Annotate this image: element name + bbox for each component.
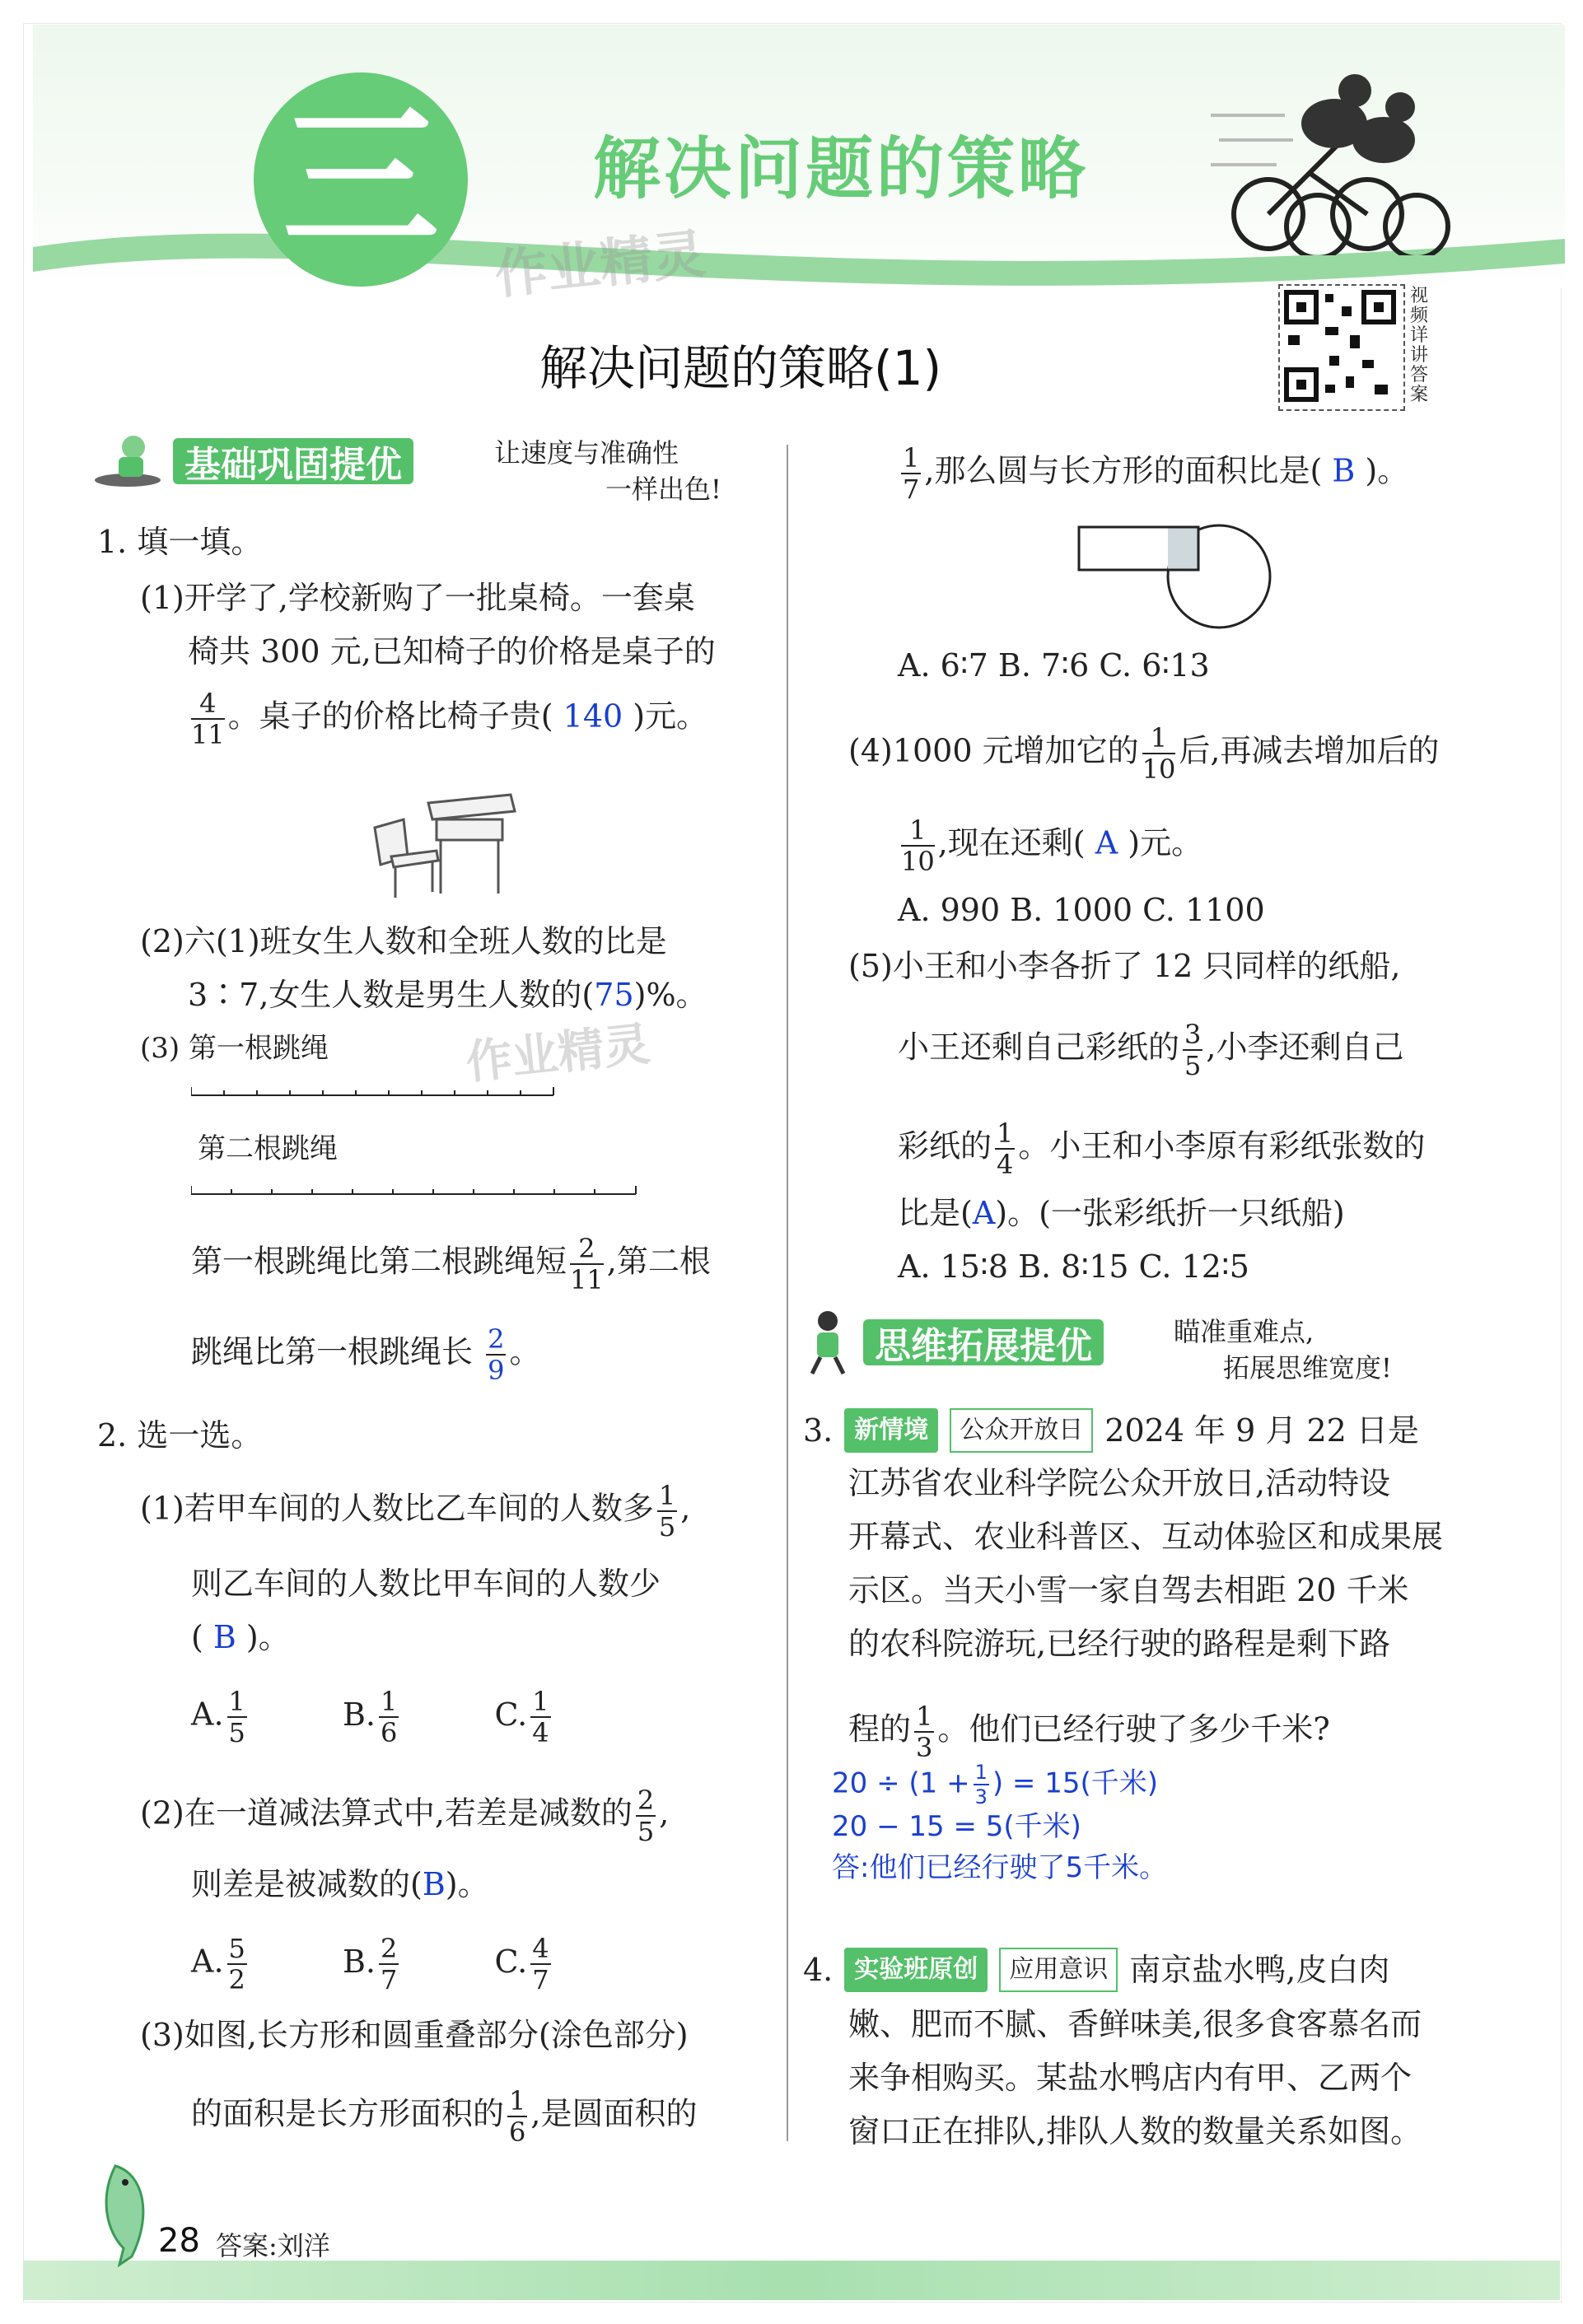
rope1-diagram — [191, 1085, 562, 1102]
section-note-line: 一样出色! — [605, 474, 721, 505]
section-note-line: 瞄准重难点, — [1174, 1316, 1314, 1347]
section-header-extend — [799, 1309, 1104, 1375]
q1-p1-line3: $\frac{4}{11}$ 。桌子的价格比椅子贵( 140 )元。 — [191, 688, 708, 750]
q4-line1: 4. 实验班原创 应用意识 南京盐水鸭,皮白肉 — [803, 1948, 1389, 1992]
fraction: $\frac{1}{10}$ — [901, 814, 935, 877]
fraction: $\frac{1}{4}$ — [997, 1118, 1014, 1180]
q2-p2-answer: B — [422, 1866, 446, 1902]
q1-p2-line2: 3∶7,女生人数是男生人数的(75)%。 — [188, 977, 707, 1013]
chapter-number: 三 — [282, 88, 439, 270]
q3-tag2: 公众开放日 — [950, 1408, 1093, 1453]
q3-answer-line1: 20 ÷ (1 + $\frac{1}{3}$ ) = 15(千米) — [832, 1761, 1159, 1808]
section-note-line: 拓展思维宽度! — [1223, 1352, 1392, 1384]
fraction: $\frac{2}{11}$ — [570, 1233, 604, 1295]
fraction: $\frac{2}{5}$ — [637, 1785, 655, 1847]
q2-p5-answer: A — [972, 1195, 996, 1231]
lesson-title: 解决问题的策略(1) — [539, 340, 942, 396]
desk-chair-illustration — [371, 786, 519, 902]
q1-p3-label2: 第二根跳绳 — [198, 1132, 338, 1165]
q2-p5-line2: 小王还剩自己彩纸的 $\frac{3}{5}$ ,小李还剩自己 — [898, 1019, 1404, 1081]
qr-label: 视频详讲答案 — [1410, 286, 1429, 405]
q2-p4-options: A. 990 B. 1000 C. 1100 — [898, 892, 1265, 928]
q2-p5-line3: 彩纸的 $\frac{1}{4}$ 。小王和小李原有彩纸张数的 — [898, 1118, 1426, 1180]
q2-p4-answer: A — [1095, 824, 1118, 861]
q3-line4: 示区。当天小雪一家自驾去相距 20 千米 — [848, 1572, 1409, 1608]
fraction: $\frac{4}{11}$ — [191, 688, 225, 750]
q2-p1-line1: (1)若甲车间的人数比乙车间的人数多 $\frac{1}{5}$ , — [140, 1480, 691, 1542]
q2-p5-line1: (5)小王和小李各折了 12 只同样的纸船, — [848, 948, 1401, 984]
fraction: $\frac{1}{10}$ — [1142, 722, 1176, 785]
column-divider — [787, 445, 788, 2141]
skateboarder-icon — [91, 432, 165, 490]
section-header-basic — [91, 432, 413, 490]
q1-p2-line1: (2)六(1)班女生人数和全班人数的比是 — [140, 923, 667, 959]
q4-line2: 嫩、肥而不腻、香鲜味美,很多食客慕名而 — [848, 2006, 1422, 2042]
q3-answer-line2: 20 − 15 = 5(千米) — [832, 1810, 1081, 1843]
q1-p3-label1: (3) 第一根跳绳 — [140, 1032, 329, 1065]
footer-band — [23, 2261, 1560, 2300]
watermark: 作业精灵 — [492, 223, 708, 307]
section-badge: 思维拓展提优 — [863, 1319, 1104, 1365]
section-note — [494, 435, 721, 507]
q2-p5-options: A. 15∶8 B. 8∶15 C. 12∶5 — [898, 1248, 1249, 1285]
qr-pattern-icon — [1280, 286, 1400, 406]
q2-p4-line2: $\frac{1}{10}$ ,现在还剩( A )元。 — [901, 814, 1203, 877]
rope2-diagram — [191, 1184, 644, 1201]
fraction: $\frac{3}{5}$ — [1184, 1019, 1202, 1081]
watermark: 作业精灵 — [463, 1017, 653, 1090]
q1-heading: 1. 填一填。 — [97, 524, 263, 560]
cyclists-illustration — [1211, 49, 1458, 255]
q2-p3-line2: 的面积是长方形面积的 $\frac{1}{6}$ ,是圆面积的 — [191, 2085, 698, 2148]
q3-tag: 新情境 — [844, 1408, 938, 1453]
q3-answer-line3: 答:他们已经行驶了5千米。 — [832, 1851, 1168, 1884]
q2-p1-line2: 则乙车间的人数比甲车间的人数少 — [191, 1566, 661, 1602]
section-note-line: 让速度与准确性 — [494, 437, 679, 469]
fraction: $\frac{1}{3}$ — [916, 1701, 933, 1763]
fraction: $\frac{1}{7}$ — [903, 442, 920, 505]
answer-credit: 答案:刘洋 — [216, 2230, 330, 2261]
q2-p1-answer: B — [212, 1619, 236, 1655]
q1-p2-answer: 75 — [594, 977, 634, 1013]
q2-p3-answer: B — [1332, 452, 1356, 489]
fraction: $\frac{1}{5}$ — [658, 1480, 676, 1542]
dolphin-icon — [82, 2158, 156, 2273]
runner-icon — [799, 1309, 857, 1375]
q2-p3-continued: $\frac{1}{7}$ ,那么圆与长方形的面积比是( B )。 — [903, 442, 1409, 505]
section-badge: 基础巩固提优 — [173, 438, 413, 484]
q1-p3-answer: $\frac{2}{9}$ — [488, 1323, 505, 1386]
q2-p1-line3: ( B )。 — [191, 1619, 290, 1655]
fraction: $\frac{1}{6}$ — [509, 2085, 526, 2148]
q3-line2: 江苏省农业科学院公众开放日,活动特设 — [848, 1465, 1391, 1501]
q2-p4-line1: (4)1000 元增加它的 $\frac{1}{10}$ 后,再减去增加后的 — [848, 722, 1440, 785]
chapter-circle — [254, 72, 468, 287]
q2-p2-line2: 则差是被减数的(B)。 — [191, 1866, 489, 1902]
q1-p3-line2: 跳绳比第一根跳绳长 $\frac{2}{9}$ 。 — [191, 1323, 541, 1386]
q4-line4: 窗口正在排队,排队人数的数量关系如图。 — [848, 2113, 1422, 2149]
q2-p3-options: A. 6∶7 B. 7∶6 C. 6∶13 — [898, 647, 1210, 684]
q1-p3-line1: 第一根跳绳比第二根跳绳短 $\frac{2}{11}$ ,第二根 — [191, 1233, 711, 1295]
q3-line1: 3. 新情境 公众开放日 2024 年 9 月 22 日是 — [803, 1408, 1419, 1453]
chapter-title: 解决问题的策略 — [593, 130, 1090, 208]
q4-tag: 实验班原创 — [844, 1948, 988, 1992]
q2-heading: 2. 选一选。 — [97, 1417, 263, 1454]
q1-p1-line2: 椅共 300 元,已知椅子的价格是桌子的 — [188, 633, 716, 670]
q2-p2-options: A. $\frac{5}{2}$ B. $\frac{2}{7}$ C. $\frac{4}{7}$ — [191, 1933, 549, 1995]
q3-line5: 的农科院游玩,已经行驶的路程是剩下路 — [848, 1626, 1391, 1662]
q2-p1-options: A. $\frac{1}{5}$ B. $\frac{1}{6}$ C. $\frac{1}{4}$ — [191, 1686, 549, 1748]
q2-p5-line4: 比是(A)。(一张彩纸折一只纸船) — [898, 1195, 1345, 1231]
page-number: 28 — [158, 2222, 200, 2260]
q4-line3: 来争相购买。某盐水鸭店内有甲、乙两个 — [848, 2060, 1413, 2096]
rect-circle-overlap-diagram — [1071, 519, 1285, 634]
section-note — [1174, 1314, 1392, 1386]
q3-line6: 程的 $\frac{1}{3}$ 。他们已经行驶了多少千米? — [848, 1701, 1330, 1763]
q3-line3: 开幕式、农业科普区、互动体验区和成果展 — [848, 1519, 1444, 1555]
q2-p3-line1: (3)如图,长方形和圆重叠部分(涂色部分) — [140, 2017, 689, 2053]
qr-code[interactable] — [1278, 284, 1405, 411]
q2-p2-line1: (2)在一道减法算式中,若差是减数的 $\frac{2}{5}$ , — [140, 1785, 670, 1847]
q1-p1-answer: 140 — [563, 698, 623, 735]
q1-p1-line1: (1)开学了,学校新购了一批桌椅。一套桌 — [140, 580, 695, 616]
q4-tag2: 应用意识 — [999, 1948, 1118, 1992]
